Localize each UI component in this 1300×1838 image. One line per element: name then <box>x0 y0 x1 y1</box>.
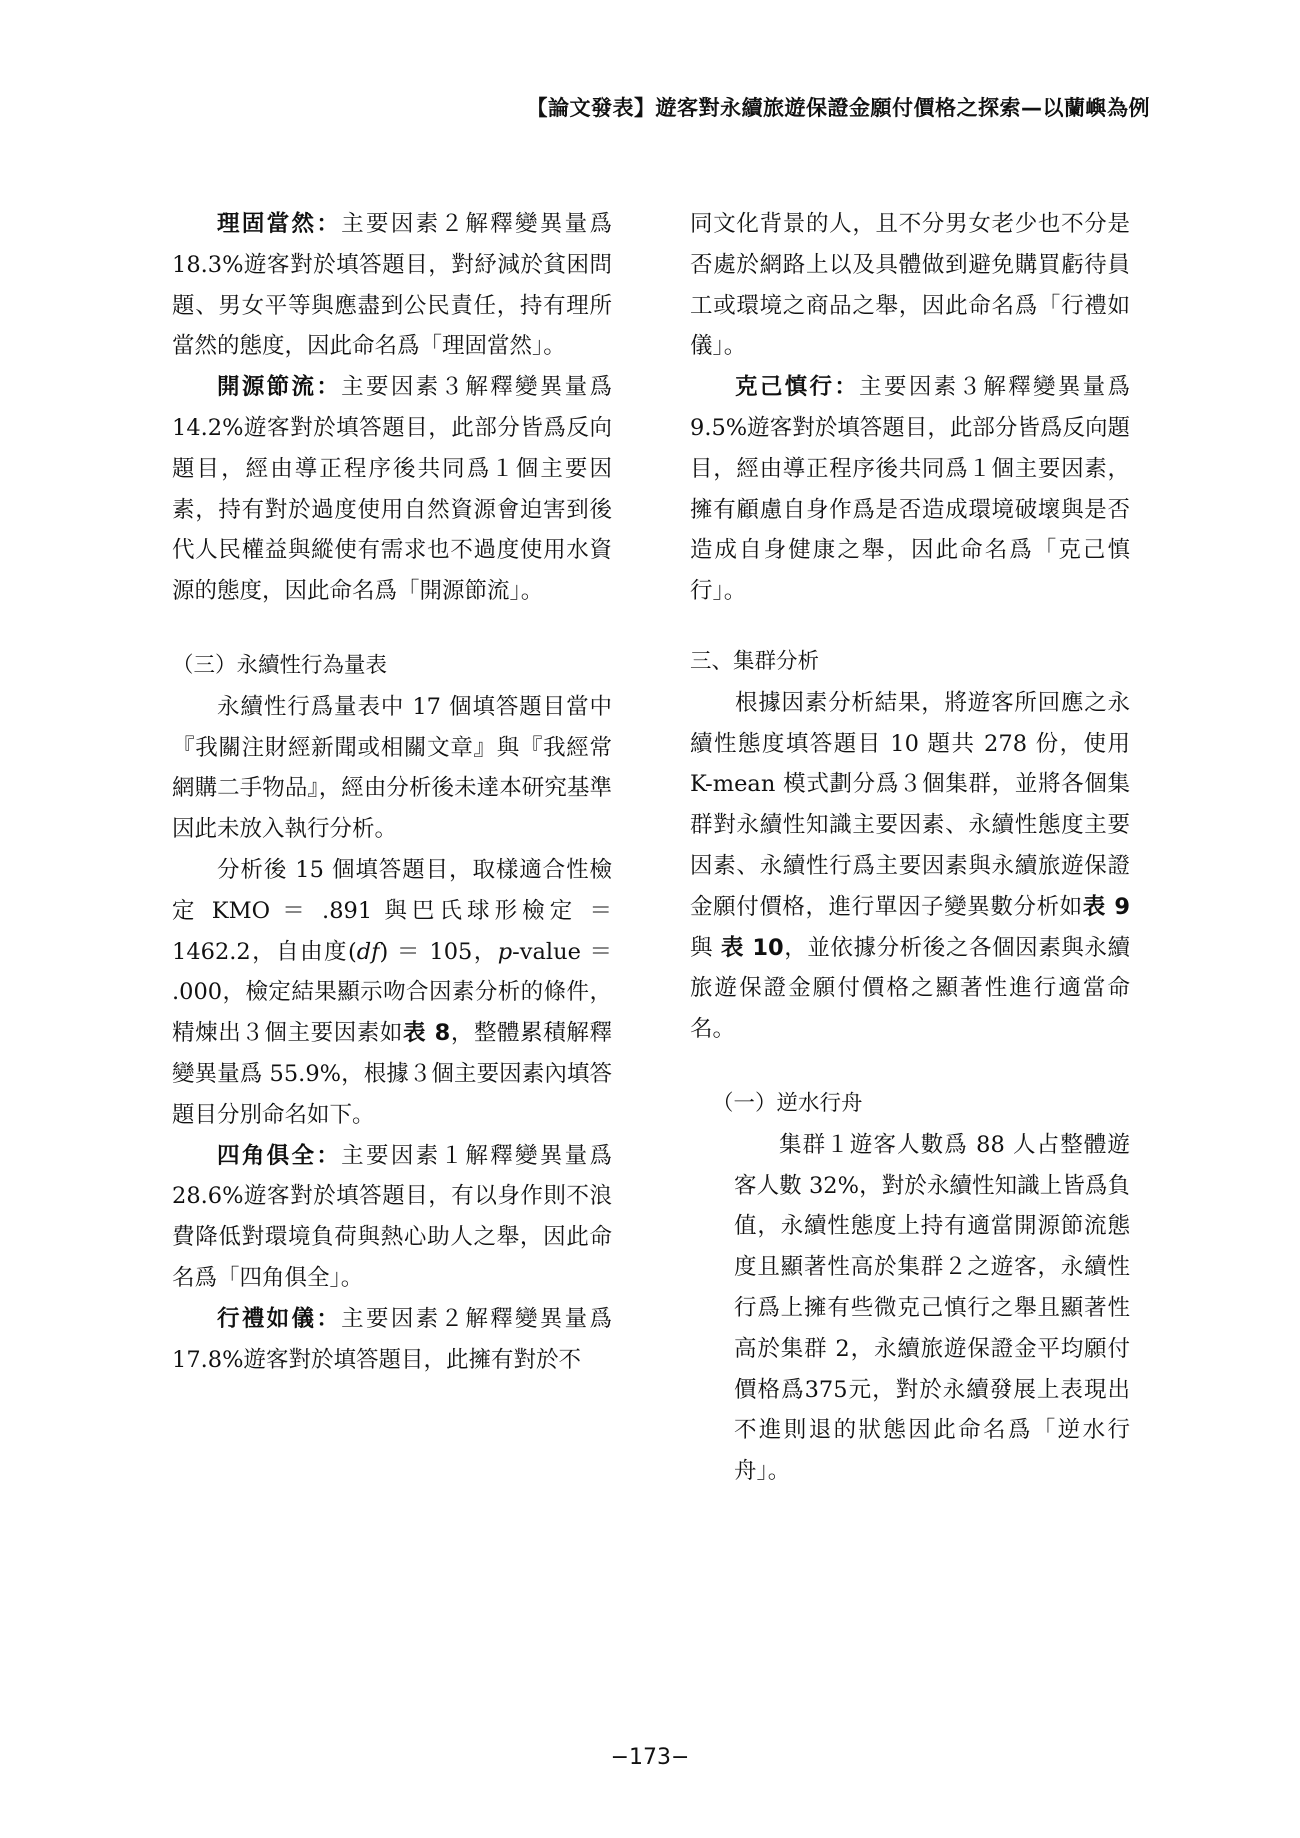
italic-df: df <box>356 938 380 965</box>
paragraph-li-gu-dang-ran <box>172 204 612 367</box>
paragraph-text: 主要因素２解釋變異量爲17.8%遊客對於填答題目，此擁有對於不 <box>172 1305 612 1373</box>
paragraph-cluster-1: 集群１遊客人數爲 88 人占整體遊客人數 32%，對於永續性知識上皆爲負值，永續性態度上持有適當開源節流態度且顯著性高於集群２之遊客，永續性行爲上擁有些微克己慎行之舉且顯著性高於集群 2，永續旅遊保證金平均願付價格爲375元，對於永續發展上表現出不進則退的狀態因此命名爲「逆水行舟」。 <box>734 1131 1130 1485</box>
paragraph-xing-li-ru-yi <box>172 1299 612 1381</box>
table-reference: 表 8 <box>403 1020 451 1047</box>
term-kai-yuan-jie-liu: 開源節流： <box>217 374 342 401</box>
paragraph-text: 主要因素２解釋變異量爲18.3%遊客對於填答題目，對紓減於貧困問題、男女平等與應盡到公民責任，持有理所當然的態度，因此命名爲「理固當然」。 <box>172 211 612 360</box>
left-column <box>172 204 612 1380</box>
paragraph-text: 主要因素３解釋變異量爲9.5%遊客對於填答題目，此部分皆爲反向題目，經由導正程序後共同爲１個主要因素，擁有顧慮自身作爲是否造成環境破壞與是否造成自身健康之舉，因此命名爲「克己慎行」。 <box>690 374 1130 605</box>
spacer <box>690 1050 1130 1084</box>
subsection-heading-ni-shui-xing-zhou: （一）逆水行舟 <box>712 1090 863 1116</box>
table-reference: 表 9 <box>1082 893 1130 920</box>
text-run: 分析後 15 個填答題目，取樣適合性檢定 KMO ＝ .891 與巴氏球形檢定 ＝ 1462.2，自由度( <box>172 856 612 965</box>
term-li-gu-dang-ran: 理固當然： <box>217 211 342 237</box>
paragraph-continued: 同文化背景的人，且不分男女老少也不分是否處於網路上以及具體做到避免購買虧待員工或環境之商品之舉，因此命名爲「行禮如儀」。 <box>690 211 1130 360</box>
text-run: 與 <box>690 934 721 961</box>
spacer <box>690 612 1130 642</box>
running-header: 【論文發表】遊客對永續旅遊保證金願付價格之探索—以蘭嶼為例 <box>526 96 1150 120</box>
paragraph-text: 主要因素１解釋變異量爲28.6%遊客對於填答題目，有以身作則不浪費降低對環境負荷與熱心助人之舉，因此命名爲「四角俱全」。 <box>172 1142 612 1291</box>
spacer <box>172 612 612 646</box>
paragraph-cluster-analysis <box>690 683 1130 1050</box>
paragraph-si-jiao-ju-quan <box>172 1136 612 1299</box>
term-ke-ji-shen-xing: 克己慎行： <box>735 374 860 401</box>
table-reference: 表 10 <box>720 934 784 961</box>
section-heading-cluster-analysis: 三、集群分析 <box>690 648 820 674</box>
text-run: ) ＝ 105， <box>379 938 498 965</box>
paragraph-kai-yuan-jie-liu <box>172 367 612 612</box>
page-number: −173− <box>610 1745 690 1770</box>
italic-p: p <box>497 938 513 965</box>
term-si-jiao-ju-quan: 四角俱全： <box>217 1142 342 1169</box>
right-column <box>690 204 1130 1492</box>
section-heading-behavior-scale: （三）永續性行為量表 <box>172 652 388 678</box>
paragraph-factor-analysis <box>172 850 612 1136</box>
paragraph-text: 主要因素３解釋變異量爲14.2%遊客對於填答題目，此部分皆爲反向題目，經由導正程序後共同爲１個主要因素，持有對於過度使用自然資源會迫害到後代人民權益與縱使有需求也不過度使用水資源的態度，因此命名爲「開源節流」。 <box>172 374 612 605</box>
text-run: 根據因素分析結果，將遊客所回應之永續性態度填答題目 10 題共 278 份，使用 K-mean 模式劃分爲３個集群，並將各個集群對永續性知識主要因素、永續性態度主要因素、永續性行爲主要因素與永續旅遊保證金願付價格，進行單因子變異數分析如 <box>690 689 1130 920</box>
text-run: ，並依據分析後之各個因素與永續旅遊保證金願付價格之顯著性進行適當命名。 <box>690 934 1130 1043</box>
paragraph-ke-ji-shen-xing <box>690 367 1130 612</box>
paragraph-behavior-scale: 永續性行爲量表中 17 個填答題目當中『我關注財經新聞或相關文章』與『我經常網購二手物品』，經由分析後未達本研究基準因此未放入執行分析。 <box>172 693 612 843</box>
text-run: -value ＝ .000，檢定結果顯示吻合因素分析的條件，精煉出３個主要因素如 <box>172 938 612 1047</box>
term-xing-li-ru-yi: 行禮如儀： <box>217 1305 342 1332</box>
text-run: ，整體累積解釋變異量爲 55.9%，根據３個主要因素內填答題目分別命名如下。 <box>172 1020 612 1128</box>
subsection-body <box>690 1125 1130 1492</box>
